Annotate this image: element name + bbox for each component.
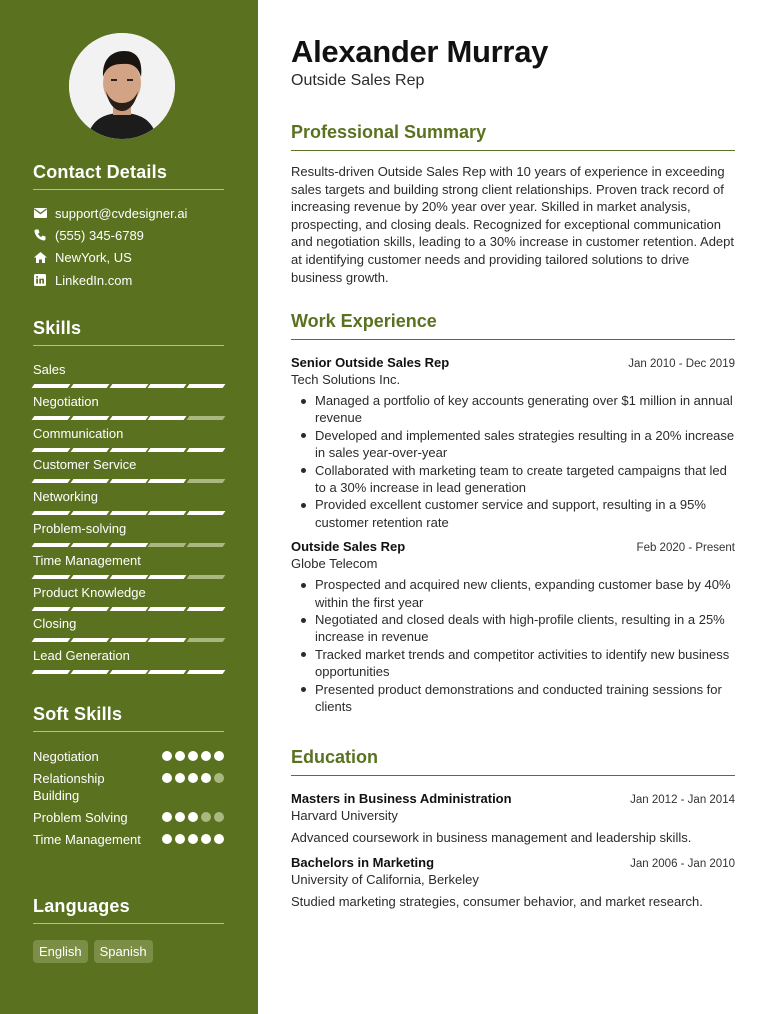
rating-dot (188, 773, 198, 783)
job-company: Globe Telecom (291, 556, 378, 572)
rating-dot (188, 751, 198, 761)
skill-level-segment (32, 479, 71, 483)
job-company: Tech Solutions Inc. (291, 372, 401, 387)
rating-dot (214, 751, 224, 761)
skill-level-segment (148, 384, 187, 388)
rating-dot (201, 751, 211, 761)
skill-level-bar (33, 543, 224, 547)
skill-level-segment (148, 670, 187, 674)
envelope-icon (33, 206, 47, 220)
skill-level-segment (32, 448, 71, 452)
languages-list (33, 940, 224, 963)
education-desc: Studied marketing strategies, consumer behavior, and market research. (291, 894, 703, 909)
skills-title: Skills (33, 318, 224, 346)
skill-level-bar (33, 448, 224, 452)
job-bullet: Presented product demonstrations and conducted training sessions for clients (291, 681, 735, 716)
skill-level-bar (33, 479, 224, 483)
skill-level-segment (187, 607, 226, 611)
education-date: Jan 2006 - Jan 2010 (630, 858, 735, 870)
candidate-name: Alexander Murray (291, 34, 549, 69)
rating-dot (162, 834, 172, 844)
skill-level-segment (32, 575, 71, 579)
skill-level-segment (187, 448, 226, 452)
skill-level-segment (187, 416, 226, 420)
contact-location-text: NewYork, US (55, 250, 132, 266)
soft-skill-name: Problem Solving (33, 810, 128, 825)
skill-level-segment (70, 416, 109, 420)
education-title: Education (291, 747, 735, 776)
rating-dot (188, 812, 198, 822)
skill-level-segment (109, 607, 148, 611)
education-degree: Bachelors in Marketing (291, 855, 435, 870)
soft-skill-row (33, 809, 224, 831)
soft-skill-dots (162, 812, 224, 822)
contact-section (33, 162, 224, 291)
skill-level-segment (148, 479, 187, 483)
skill-row (33, 553, 224, 585)
skill-level-segment (148, 448, 187, 452)
skill-level-segment (32, 670, 71, 674)
soft-skill-dots (162, 834, 224, 844)
education-school: University of California, Berkeley (291, 872, 479, 887)
skill-level-segment (32, 511, 71, 515)
job-bullets (291, 576, 735, 715)
skill-level-segment (187, 479, 226, 483)
soft-skill-row (33, 831, 224, 871)
soft-skill-row (33, 748, 224, 770)
avatar (69, 33, 175, 139)
rating-dot (201, 812, 211, 822)
soft-skill-row (33, 770, 224, 809)
skill-level-bar (33, 575, 224, 579)
job-entry (291, 355, 735, 531)
phone-icon (33, 228, 47, 242)
skill-row (33, 648, 224, 680)
contact-linkedin-text: LinkedIn.com (55, 272, 133, 288)
summary-title: Professional Summary (291, 122, 735, 151)
rating-dot (214, 834, 224, 844)
skill-level-segment (70, 384, 109, 388)
education-date: Jan 2012 - Jan 2014 (630, 794, 735, 806)
skill-name: Networking (33, 489, 99, 505)
skill-level-segment (32, 607, 71, 611)
skill-name: Problem-solving (33, 520, 127, 536)
job-bullet: Negotiated and closed deals with high-profile clients, resulting in a 25% increase in revenue (291, 611, 735, 646)
education-section (291, 747, 735, 919)
skill-level-segment (148, 543, 187, 547)
skill-name: Product Knowledge (33, 584, 146, 600)
skill-level-segment (187, 543, 226, 547)
skill-level-segment (187, 575, 226, 579)
experience-section (291, 311, 735, 724)
skill-level-segment (109, 638, 148, 642)
soft-skill-dots (162, 773, 224, 783)
skill-row (33, 616, 224, 648)
skill-level-segment (70, 575, 109, 579)
contact-title: Contact Details (33, 162, 224, 190)
skill-level-segment (70, 670, 109, 674)
job-title: Outside Sales Rep (291, 539, 406, 555)
job-entry (291, 539, 735, 715)
soft-skill-name: Time Management (33, 832, 141, 847)
skill-level-segment (70, 607, 109, 611)
skill-row (33, 426, 224, 458)
contact-email-text: support@cvdesigner.ai (55, 205, 188, 221)
rating-dot (214, 812, 224, 822)
skill-level-segment (109, 384, 148, 388)
education-school: Harvard University (291, 808, 398, 823)
skill-name: Communication (33, 425, 124, 441)
contact-phone-text: (555) 345-6789 (55, 227, 144, 243)
skill-level-segment (70, 448, 109, 452)
skill-name: Closing (33, 616, 77, 632)
job-bullet: Provided excellent customer service and support, resulting in a 95% customer retention rate (291, 496, 735, 531)
skill-level-segment (187, 670, 226, 674)
skill-level-segment (70, 479, 109, 483)
rating-dot (162, 812, 172, 822)
soft-skill-dots (162, 751, 224, 761)
skill-level-segment (109, 448, 148, 452)
soft-skill-name: Negotiation (33, 749, 99, 764)
skill-level-segment (187, 638, 226, 642)
job-date: Feb 2020 - Present (636, 542, 735, 555)
contact-location (33, 247, 224, 269)
skill-level-bar (33, 638, 224, 642)
skill-row (33, 394, 224, 426)
rating-dot (201, 773, 211, 783)
rating-dot (175, 812, 185, 822)
skill-level-bar (33, 670, 224, 674)
skill-level-segment (148, 511, 187, 515)
rating-dot (188, 834, 198, 844)
contact-linkedin[interactable] (33, 269, 224, 291)
education-entry (291, 791, 735, 845)
main-content (258, 0, 768, 1014)
contact-email[interactable] (33, 202, 224, 224)
job-bullet: Tracked market trends and competitor activities to identify new business opportunities (291, 646, 735, 681)
home-icon (33, 251, 47, 265)
skill-row (33, 457, 224, 489)
skill-level-bar (33, 416, 224, 420)
language-tag: Spanish (94, 940, 153, 963)
rating-dot (175, 773, 185, 783)
skill-level-segment (148, 607, 187, 611)
rating-dot (175, 834, 185, 844)
skill-name: Negotiation (33, 393, 99, 409)
skill-level-bar (33, 607, 224, 611)
skill-row (33, 362, 224, 394)
skill-level-segment (109, 670, 148, 674)
skill-row (33, 521, 224, 553)
skill-level-segment (148, 416, 187, 420)
skill-level-segment (109, 479, 148, 483)
job-title: Senior Outside Sales Rep (291, 355, 450, 370)
skill-level-segment (148, 638, 187, 642)
skill-level-segment (32, 416, 71, 420)
languages-section (33, 896, 224, 963)
rating-dot (162, 773, 172, 783)
education-desc: Advanced coursework in business management and leadership skills. (291, 830, 692, 845)
education-entry (291, 855, 735, 909)
skill-level-segment (32, 384, 71, 388)
languages-title: Languages (33, 896, 224, 924)
skill-level-segment (109, 543, 148, 547)
job-bullet: Collaborated with marketing team to create targeted campaigns that led to a 30% increase in lead generation (291, 462, 735, 497)
skill-level-segment (187, 511, 226, 515)
summary-section (291, 122, 735, 286)
job-date: Jan 2010 - Dec 2019 (628, 358, 735, 370)
soft-skills-title: Soft Skills (33, 704, 224, 732)
rating-dot (162, 751, 172, 761)
linkedin-icon (33, 273, 47, 287)
education-degree: Masters in Business Administration (291, 791, 512, 806)
skill-row (33, 585, 224, 617)
skill-name: Customer Service (33, 457, 137, 473)
skill-name: Sales (33, 362, 66, 377)
summary-text: Results-driven Outside Sales Rep with 10 years of experience in exceeding sales targets and building strong client relationships. Proven track record of increasing revenue by 20% year over year. Skilled in market analysis, prospecting, and closing deals. Recognized for exceptional communication and negotiation skills, leading to a 30% increase in customer retention. Adept at identifying customer needs and providing tailored solutions to drive business growth. (291, 164, 734, 285)
job-bullets (291, 392, 735, 531)
skill-level-segment (187, 384, 226, 388)
rating-dot (201, 834, 211, 844)
skill-name: Time Management (33, 552, 141, 568)
skill-level-segment (148, 575, 187, 579)
rating-dot (175, 751, 185, 761)
skills-list (33, 362, 224, 680)
soft-skills-section (33, 704, 224, 871)
language-tag: English (33, 940, 88, 963)
skill-level-segment (109, 511, 148, 515)
skill-level-segment (70, 511, 109, 515)
soft-skill-name: Relationship Building (33, 771, 105, 803)
skill-level-segment (32, 543, 71, 547)
skill-name: Lead Generation (33, 648, 130, 664)
contact-phone[interactable] (33, 224, 224, 246)
sidebar (0, 0, 258, 1014)
job-bullet: Managed a portfolio of key accounts generating over $1 million in annual revenue (291, 392, 735, 427)
candidate-role: Outside Sales Rep (291, 72, 425, 89)
job-bullet: Developed and implemented sales strategies resulting in a 20% increase in sales year-over-year (291, 427, 735, 462)
skill-level-segment (32, 638, 71, 642)
skill-level-segment (70, 638, 109, 642)
skill-level-bar (33, 511, 224, 515)
skill-level-segment (70, 543, 109, 547)
skill-row (33, 489, 224, 521)
skill-level-bar (33, 384, 224, 388)
skills-section (33, 318, 224, 680)
job-bullet: Prospected and acquired new clients, expanding customer base by 40% within the first year (291, 576, 735, 611)
skill-level-segment (109, 416, 148, 420)
skill-level-segment (109, 575, 148, 579)
experience-title: Work Experience (291, 311, 735, 340)
rating-dot (214, 773, 224, 783)
